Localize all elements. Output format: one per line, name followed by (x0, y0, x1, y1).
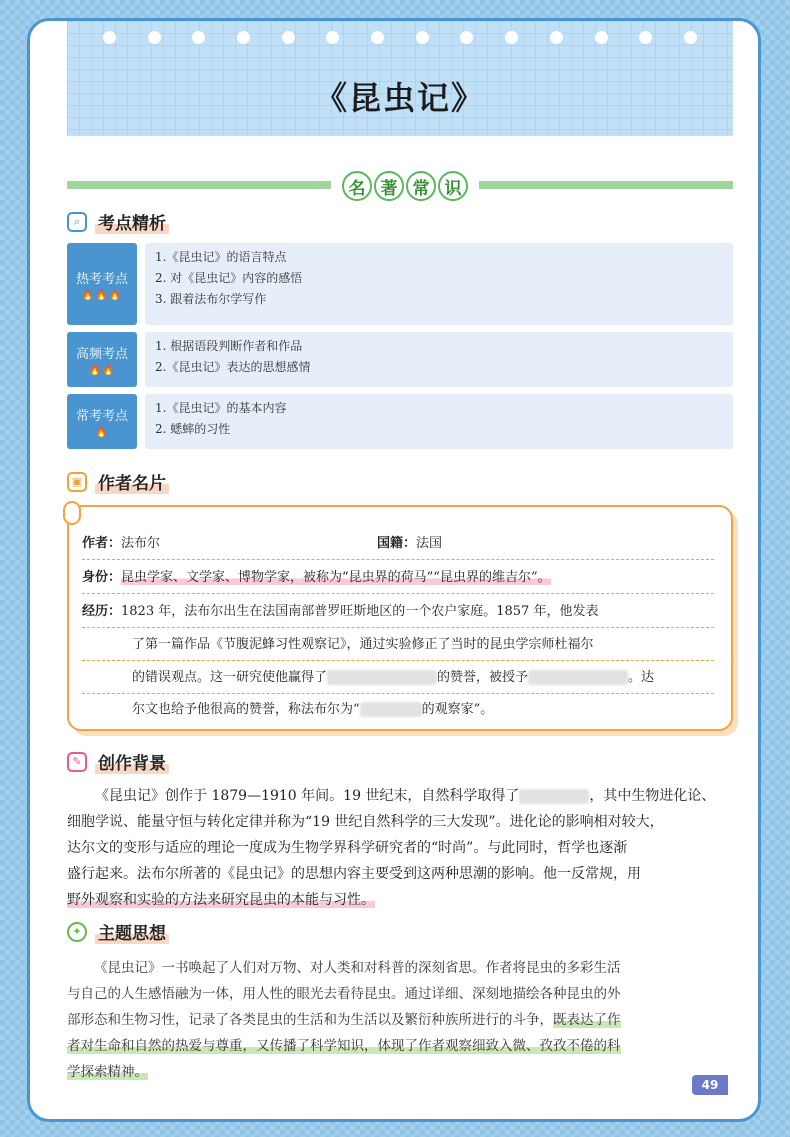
redacted-blank (519, 789, 589, 804)
paperclip-icon (63, 501, 81, 525)
theme-heading: ✦ 主题思想 (67, 919, 169, 944)
banner-char: 识 (438, 171, 468, 201)
kaodian-list: 1. 根据语段判断作者和作品 2.《昆虫记》表达的思想感情 (145, 332, 733, 387)
background-heading: ✎ 创作背景 (67, 749, 169, 774)
kaodian-tag: 热考考点 🔥🔥🔥 (67, 243, 137, 325)
kaodian-tag: 常考考点 🔥 (67, 394, 137, 449)
flame-icon: 🔥 (95, 427, 109, 438)
magnifier-icon: ⌕ (67, 212, 87, 232)
kaodian-heading: ⌕ 考点精析 (67, 209, 169, 234)
kaodian-tag: 高频考点 🔥🔥 (67, 332, 137, 387)
flame-icon: 🔥🔥🔥 (81, 289, 123, 301)
kaodian-row (67, 332, 733, 387)
title-panel (67, 21, 733, 136)
flame-icon: 🔥🔥 (88, 365, 116, 376)
author-card: 作者：法布尔 国籍：法国 身份：昆虫学家、文学家、博物学家，被称为“昆虫界的荷马”“昆虫界的维吉尔”。 经历：1823 年，法布尔出生在法国南部普罗旺斯地区的一个农户家庭。1857 年，他发表 了第一篇作品《节腹泥蜂习性观察记》，通过实验修正了当时的昆虫学宗师杜福尔 的错误观点。这一研究使他赢得了 的赞誉，被授予 。达 尔文也给予他很高的赞誉，称法布尔为“ 的观察家”。 (67, 505, 733, 731)
page-number: 49 (692, 1075, 728, 1095)
banner-char: 常 (406, 171, 436, 201)
identity-row: 身份：昆虫学家、文学家、博物学家，被称为“昆虫界的荷马”“昆虫界的维吉尔”。 (82, 570, 551, 585)
lightbulb-icon: ✦ (67, 922, 87, 942)
nation-row: 国籍：法国 (377, 536, 443, 551)
binder-holes (67, 31, 733, 44)
kaodian-row (67, 394, 733, 449)
document-icon: ✎ (67, 752, 87, 772)
kaodian-list: 1.《昆虫记》的基本内容 2. 蟋蟀的习性 (145, 394, 733, 449)
section-banner (331, 169, 479, 201)
id-card-icon: ▣ (67, 472, 87, 492)
redacted-blank (528, 670, 628, 685)
banner-char: 名 (342, 171, 372, 201)
page-title: 《昆虫记》 (314, 79, 485, 117)
author-heading: ▣ 作者名片 (67, 469, 169, 494)
experience-row: 经历：1823 年，法布尔出生在法国南部普罗旺斯地区的一个农户家庭。1857 年，他发表 (82, 604, 599, 619)
redacted-blank (360, 702, 422, 717)
background-paragraph: 《昆虫记》创作于 1879—1910 年间。19 世纪末，自然科学取得了 ，其中生物进化论、 细胞学说、能量守恒与转化定律并称为“19 世纪自然科学的三大发现”。进化论的影响相对较大， 达尔文的变形与适应的理论一度成为生物学界科学研究者的“时尚”。与此同时，哲学也逐渐 盛行起来。法布尔所著的《昆虫记》的思想内容主要受到这两种思潮的影响。他一反常规，用 野外观察和实验的方法来研究昆虫的本能与习性。 (67, 788, 716, 908)
kaodian-list: 1.《昆虫记》的语言特点 2. 对《昆虫记》内容的感悟 3. 跟着法布尔学写作 (145, 243, 733, 325)
author-row: 作者：法布尔 (82, 536, 161, 551)
kaodian-row (67, 243, 733, 325)
redacted-blank (327, 670, 437, 685)
theme-paragraph: 《昆虫记》一书唤起了人们对万物、对人类和对科普的深刻省思。作者将昆虫的多彩生活 与自己的人生感悟融为一体，用人性的眼光去看待昆虫。通过详细、深刻地描绘各种昆虫的外 部形态和生物习性，记录了各类昆虫的生活和为生活以及繁衍种族所进行的斗争，既表达了作 者对生命和自然的热爱与尊重，又传播了科学知识，体现了作者观察细致入微、孜孜不倦的科 学探索精神。 (67, 960, 621, 1080)
banner-char: 著 (374, 171, 404, 201)
page (27, 18, 761, 1122)
